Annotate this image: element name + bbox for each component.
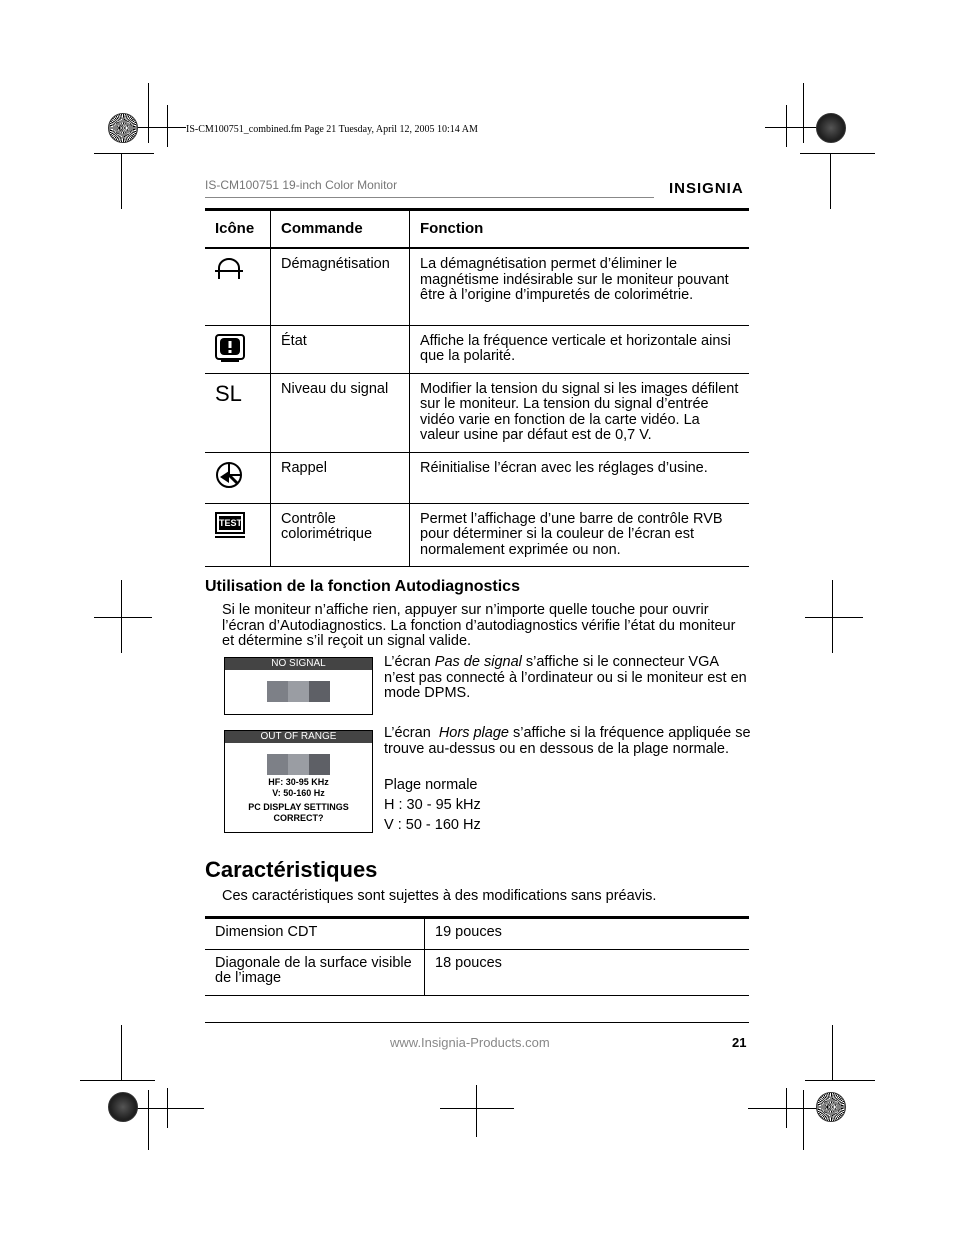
swatch <box>267 681 288 702</box>
display-settings-line: PC DISPLAY SETTINGS <box>248 802 349 812</box>
v-range: V : 50 - 160 Hz <box>384 817 481 833</box>
table-row <box>205 452 749 503</box>
text-emphasis: Pas de signal <box>434 654 522 670</box>
function-cell: Réinitialise l’écran avec les réglages d’usine. <box>410 452 750 503</box>
out-of-range-description <box>384 726 752 757</box>
recall-icon <box>205 452 271 503</box>
footer-url[interactable]: www.Insignia-Products.com <box>390 1035 550 1050</box>
function-cell: Modifier la tension du signal si les images défilent sur le moniteur. La tension du signal d’entrée vidéo varie en fonction de la carte vidéo. La valeur usine par défaut est de 0,7 V. <box>410 373 750 452</box>
swatch <box>288 681 309 702</box>
specs-intro: Ces caractéristiques sont sujettes à des modifications sans préavis. <box>222 888 657 904</box>
out-of-range-screen <box>224 730 373 833</box>
correct-line: CORRECT? <box>273 813 324 823</box>
signal-level-icon-label: SL <box>215 380 242 406</box>
table-header-row <box>205 210 749 249</box>
command-cell: Démagnétisation <box>271 248 410 325</box>
header-command: Commande <box>271 210 410 249</box>
table-row <box>205 248 749 325</box>
autodiag-heading: Utilisation de la fonction Autodiagnostics <box>205 578 520 595</box>
table-row <box>205 949 749 995</box>
out-of-range-swatches <box>225 754 372 775</box>
footer-rule <box>205 1022 749 1023</box>
swatch <box>309 681 330 702</box>
table-row <box>205 503 749 567</box>
function-cell: Affiche la fréquence verticale et horizontale ainsi que la polarité. <box>410 325 750 373</box>
v-range-line: V: 50-160 Hz <box>272 788 325 798</box>
spec-value: 18 pouces <box>425 949 750 995</box>
text-pre: L’écran <box>384 725 439 741</box>
swatch <box>309 754 330 775</box>
specs-title: Caractéristiques <box>205 857 378 882</box>
function-cell: Permet l’affichage d’une barre de contrôle RVB pour déterminer si la couleur de l’écran est normalement exprimée ou non. <box>410 503 750 567</box>
h-range: H : 30 - 95 kHz <box>384 797 481 813</box>
color-test-icon <box>205 503 271 567</box>
table-row <box>205 373 749 452</box>
degauss-icon <box>205 248 271 325</box>
color-test-icon-frame <box>215 512 245 534</box>
status-icon <box>205 325 271 373</box>
table-row <box>205 918 749 950</box>
hf-range-line: HF: 30-95 KHz <box>268 777 329 787</box>
header-function: Fonction <box>410 210 750 249</box>
color-test-icon-label: TEST <box>219 517 243 528</box>
command-cell: Rappel <box>271 452 410 503</box>
color-test-icon-base <box>215 536 245 538</box>
file-info: IS-CM100751_combined.fm Page 21 Tuesday, April 12, 2005 10:14 AM <box>186 124 478 135</box>
swatch <box>267 754 288 775</box>
text-post: s’affiche si la fréquence appliquée se trouve au-dessus ou en dessous de la plage normale. <box>384 725 751 757</box>
no-signal-bar: NO SIGNAL <box>225 658 372 670</box>
header-rule <box>205 197 654 198</box>
no-signal-description <box>384 655 752 702</box>
command-table <box>205 208 749 567</box>
swatch <box>288 754 309 775</box>
table-row <box>205 325 749 373</box>
header-icon: Icône <box>205 210 271 249</box>
spec-value: 19 pouces <box>425 918 750 950</box>
text-post: s’affiche si le connecteur VGA n’est pas connecté à l’ordinateur ou si le moniteur est en mode DPMS. <box>384 654 747 701</box>
normal-range-label: Plage normale <box>384 777 478 793</box>
no-signal-swatches <box>225 681 372 702</box>
text-emphasis: Hors plage <box>438 725 509 741</box>
no-signal-screen <box>224 657 373 715</box>
command-cell: Contrôle colorimétrique <box>271 503 410 567</box>
command-cell: État <box>271 325 410 373</box>
text-pre: L’écran <box>384 654 435 670</box>
command-cell: Niveau du signal <box>271 373 410 452</box>
spec-label: Dimension CDT <box>205 918 425 950</box>
autodiag-intro: Si le moniteur n’affiche rien, appuyer sur n’importe quelle touche pour ouvrir l’écran d’Autodiagnostics. La fonction d’autodiagnostics vérifie l’état du moniteur et détermine s’il reçoit un signal valide. <box>222 602 736 649</box>
signal-level-icon <box>205 373 271 452</box>
page-number: 21 <box>732 1035 747 1050</box>
out-of-range-bar: OUT OF RANGE <box>225 731 372 743</box>
function-cell: La démagnétisation permet d’éliminer le magnétisme indésirable sur le moniteur pouvant être à l’origine d’impuretés de colorimétrie. <box>410 248 750 325</box>
spec-label: Diagonale de la surface visible de l’image <box>205 949 425 995</box>
specs-table <box>205 916 749 996</box>
document-title: IS-CM100751 19-inch Color Monitor <box>205 178 398 192</box>
brand-logo: INSIGNIA <box>669 180 744 197</box>
